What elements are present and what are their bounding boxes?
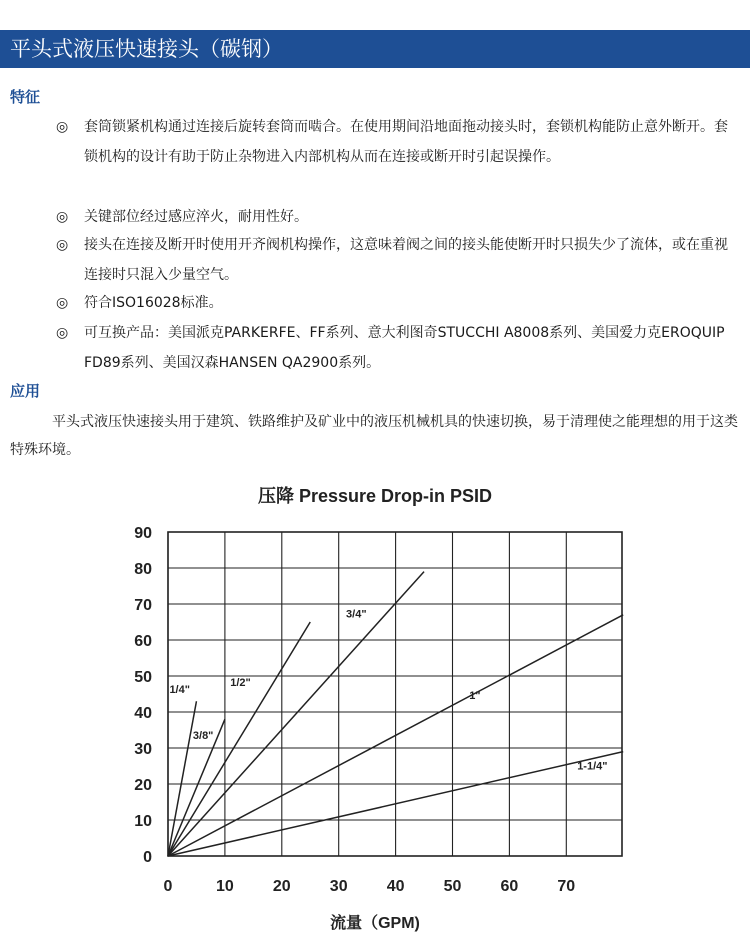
series-label: 3/8" — [192, 730, 214, 743]
bullet-icon: ◎ — [56, 295, 69, 311]
application-paragraph: 平头式液压快速接头用于建筑、铁路维护及矿业中的液压机械机具的快速切换，易于清理使之能理想的用于这类特殊环境。 — [10, 414, 738, 458]
feature-text: 可互换产品：美国派克PARKERFE、FF系列、意大利图奇STUCCHI A8008系列、美国爱力克EROQUIP FD89系列、美国汉森HANSEN QA2900系列。 — [84, 325, 725, 371]
x-tick-label: 0 — [163, 878, 173, 895]
y-tick-label: 30 — [134, 741, 152, 758]
y-tick-label: 0 — [143, 849, 152, 866]
feature-text: 关键部位经过感应淬火，耐用性好。 — [84, 209, 308, 225]
bullet-icon: ◎ — [56, 237, 69, 253]
feature-text: 符合ISO16028标准。 — [84, 295, 223, 311]
y-tick-label: 10 — [134, 813, 152, 830]
x-axis-label: 流量（GPM) — [330, 915, 420, 932]
plot-frame — [168, 532, 622, 856]
feature-text: 套筒锁紧机构通过连接后旋转套筒而啮合。在使用期间沿地面拖动接头时，套锁机构能防止意外断开。套锁机构的设计有助于防止杂物进入内部机构从而在连接或断开时引起误操作。 — [84, 119, 728, 165]
y-tick-label: 50 — [134, 669, 152, 686]
series-label: 1-1/4" — [577, 760, 608, 773]
series-label: 1" — [469, 689, 481, 702]
x-tick-label: 60 — [500, 878, 519, 895]
series-label: 3/4" — [346, 608, 367, 621]
y-tick-label: 70 — [134, 597, 152, 614]
bullet-icon: ◎ — [56, 325, 69, 341]
chart-title: 压降 Pressure Drop-in PSID — [257, 486, 493, 506]
series-line — [168, 572, 424, 856]
bullet-icon: ◎ — [56, 209, 69, 225]
application-heading: 应用 — [10, 382, 41, 400]
x-tick-label: 40 — [386, 878, 405, 895]
feature-text: 接头在连接及断开时使用开齐阀机构操作，这意味着阀之间的接头能使断开时只损失少了流体，或在重视连接时只混入少量空气。 — [84, 237, 728, 283]
y-tick-label: 20 — [134, 777, 152, 794]
x-tick-label: 50 — [443, 878, 462, 895]
y-tick-label: 90 — [134, 525, 152, 542]
series-label: 1/4" — [169, 684, 190, 697]
x-tick-label: 10 — [216, 878, 234, 895]
y-tick-label: 80 — [134, 561, 152, 578]
page-title: 平头式液压快速接头（碳钢） — [0, 30, 750, 68]
series-label: 1/2" — [230, 677, 251, 689]
y-tick-label: 60 — [134, 633, 152, 650]
features-heading: 特征 — [10, 88, 41, 106]
x-tick-label: 30 — [329, 878, 348, 895]
bullet-icon: ◎ — [56, 119, 69, 135]
y-tick-label: 40 — [134, 705, 152, 722]
x-tick-label: 70 — [557, 878, 576, 895]
x-tick-label: 20 — [272, 878, 291, 895]
